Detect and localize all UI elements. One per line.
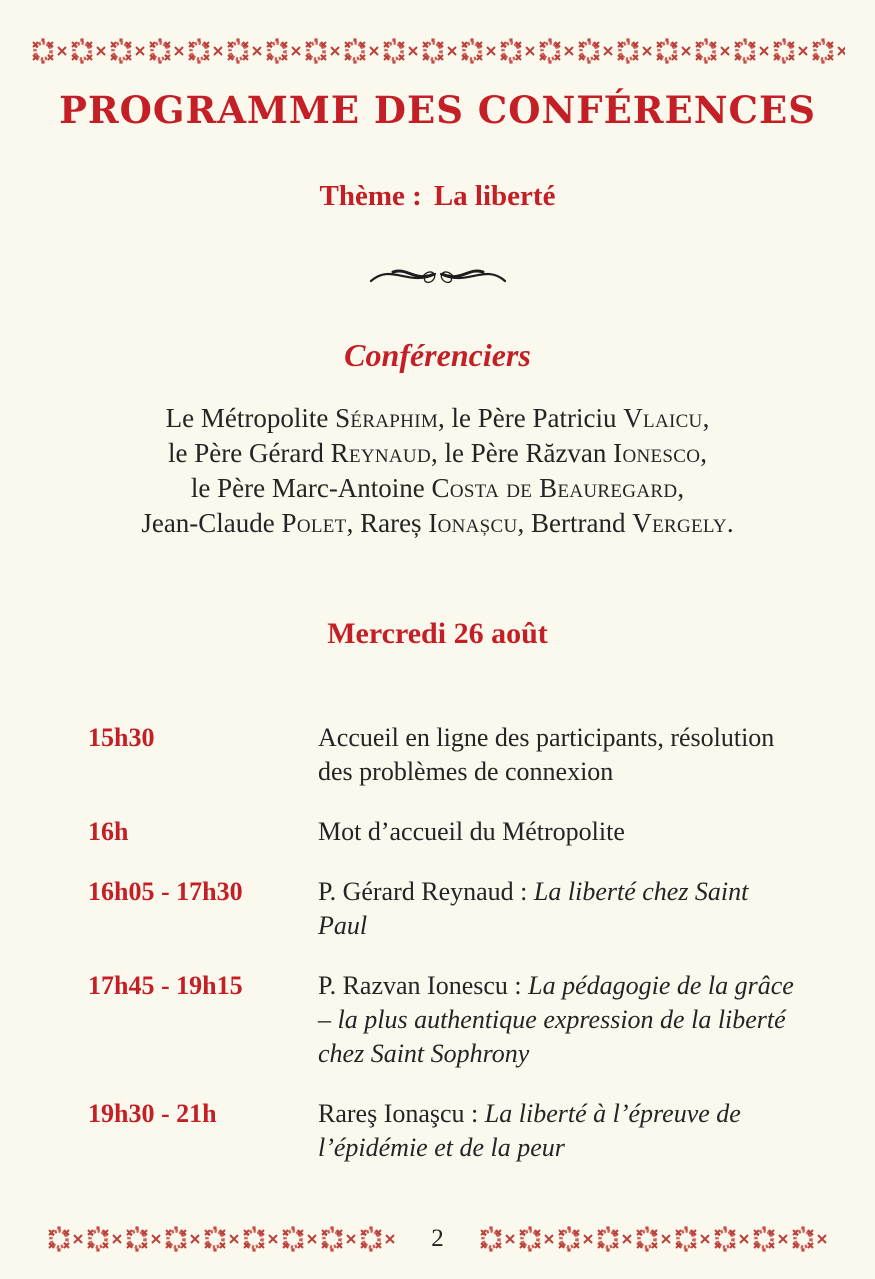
schedule-description bbox=[318, 815, 798, 849]
smallcaps-name: Vlaicu bbox=[623, 402, 703, 433]
text-segment: Rareş Ionaşcu : bbox=[318, 1098, 485, 1128]
smallcaps-name: Costa de Beauregard bbox=[431, 472, 678, 503]
cross-stitch-band-icon bbox=[478, 1226, 829, 1252]
speaker-line bbox=[0, 401, 875, 436]
schedule-description bbox=[318, 1097, 798, 1165]
cross-stitch-band-icon bbox=[30, 38, 845, 64]
day-heading: Mercredi 26 août bbox=[327, 616, 548, 650]
top-border-ornament bbox=[30, 38, 845, 64]
text-segment: , Rareș bbox=[346, 507, 429, 538]
smallcaps-name: Séraphim bbox=[335, 402, 439, 433]
smallcaps-name: Reynaud bbox=[330, 437, 431, 468]
text-segment: Accueil en ligne des participants, résolution des problèmes de connexion bbox=[318, 722, 775, 786]
schedule-row bbox=[88, 721, 875, 789]
schedule-time: 19h30 - 21h bbox=[88, 1098, 217, 1128]
text-segment: le Père Marc-Antoine bbox=[190, 472, 432, 503]
text-segment: Jean-Claude bbox=[141, 507, 282, 538]
theme-label: Thème : bbox=[319, 180, 422, 212]
page-title: PROGRAMME DES CONFÉRENCES bbox=[59, 88, 816, 132]
schedule-description bbox=[318, 875, 798, 943]
schedule-description bbox=[318, 969, 798, 1071]
schedule-time: 16h bbox=[88, 816, 129, 846]
text-segment: , bbox=[700, 437, 708, 468]
speakers-heading: Conférenciers bbox=[344, 337, 531, 373]
italic-talk-title: La pédagogie de la grâce – la plus authentique expression de la liberté chez Saint Sophrony bbox=[318, 970, 794, 1068]
smallcaps-name: Ionașcu bbox=[428, 507, 518, 538]
text-segment: , bbox=[702, 402, 710, 433]
speakers-list bbox=[0, 401, 875, 541]
schedule-time: 15h30 bbox=[88, 722, 155, 752]
schedule-row bbox=[88, 875, 875, 943]
text-segment: Mot d’accueil du Métropolite bbox=[318, 816, 625, 846]
speaker-line bbox=[0, 436, 875, 471]
speaker-line bbox=[0, 471, 875, 506]
italic-talk-title: La liberté à l’épreuve de l’épidémie et de la peur bbox=[318, 1098, 741, 1162]
text-segment: , bbox=[677, 472, 685, 503]
schedule-table bbox=[88, 721, 875, 1165]
theme-line bbox=[0, 180, 875, 213]
smallcaps-name: Vergely bbox=[632, 507, 727, 538]
text-segment: . bbox=[726, 507, 734, 538]
page-footer bbox=[0, 1225, 875, 1253]
schedule-row bbox=[88, 815, 875, 849]
text-segment: Le Métropolite bbox=[165, 402, 336, 433]
schedule-time: 17h45 - 19h15 bbox=[88, 970, 243, 1000]
flourish-divider bbox=[0, 259, 875, 293]
smallcaps-name: Ionesco bbox=[613, 437, 701, 468]
text-segment: P. Razvan Ionescu : bbox=[318, 970, 529, 1000]
calligraphic-swirl-icon bbox=[363, 259, 513, 293]
text-segment: , Bertrand bbox=[517, 507, 633, 538]
text-segment: P. Gérard Reynaud : bbox=[318, 876, 534, 906]
text-segment: , le Père Patriciu bbox=[438, 402, 624, 433]
smallcaps-name: Polet bbox=[281, 507, 347, 538]
schedule-row bbox=[88, 1097, 875, 1165]
speaker-line bbox=[0, 506, 875, 541]
theme-value: La liberté bbox=[433, 180, 556, 212]
schedule-time: 16h05 - 17h30 bbox=[88, 876, 243, 906]
schedule-row bbox=[88, 969, 875, 1071]
italic-talk-title: La liberté chez Saint Paul bbox=[318, 876, 749, 940]
text-segment: le Père Gérard bbox=[167, 437, 331, 468]
text-segment: , le Père Răzvan bbox=[430, 437, 614, 468]
cross-stitch-band-icon bbox=[46, 1226, 397, 1252]
page-number: 2 bbox=[431, 1225, 444, 1252]
schedule-description bbox=[318, 721, 798, 789]
